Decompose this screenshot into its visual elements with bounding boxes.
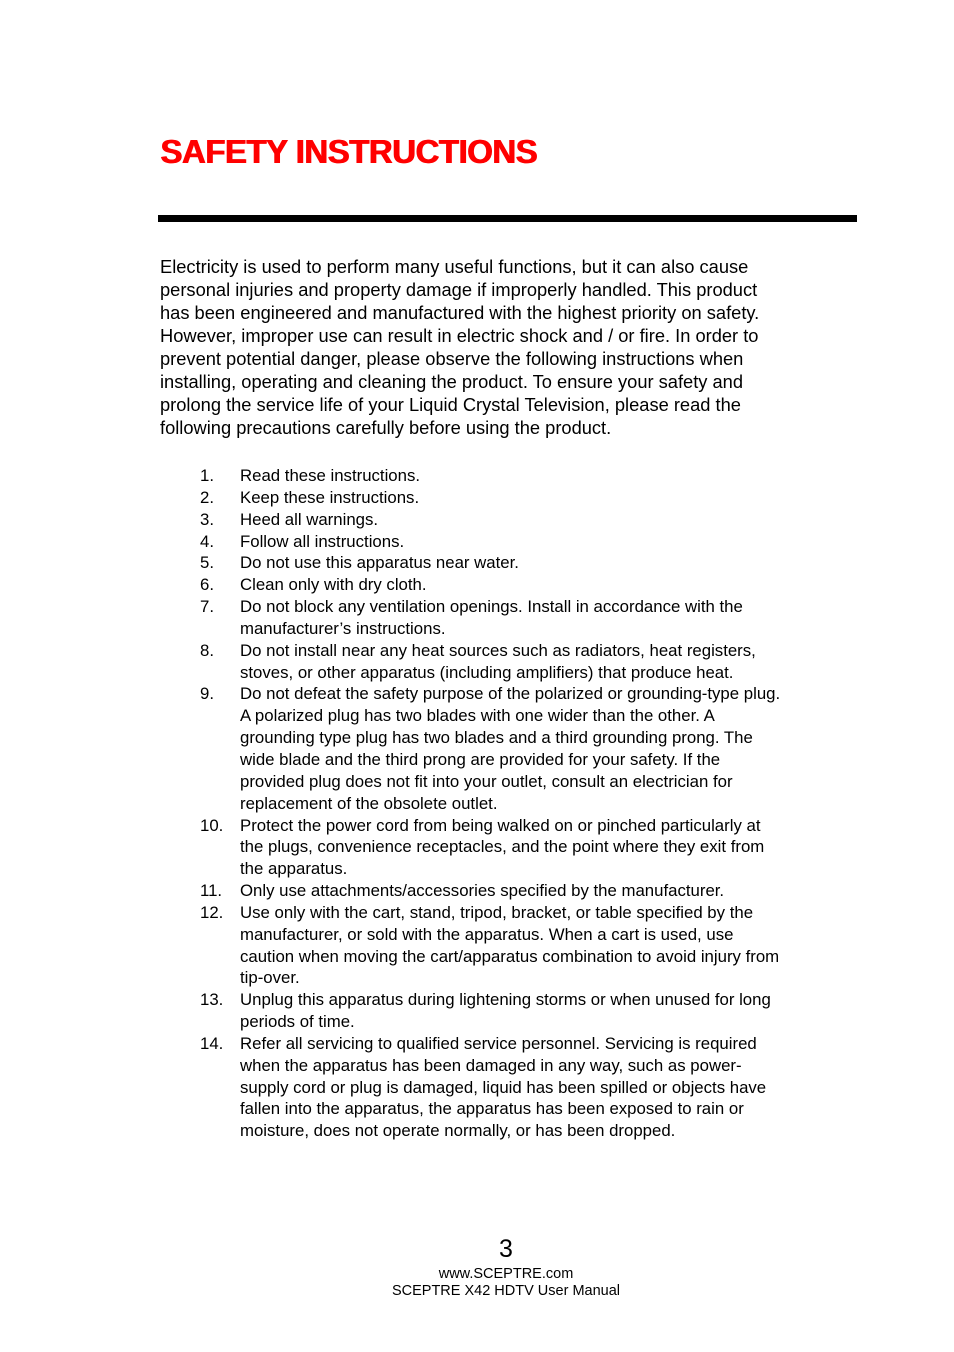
instruction-item [160, 552, 860, 574]
intro-line: However, improper use can result in electric shock and / or fire. In order to [160, 325, 759, 346]
instruction-text-line: fallen into the apparatus, the apparatus has been exposed to rain or [240, 1099, 744, 1119]
page-number: 3 [499, 1235, 513, 1263]
instruction-item [160, 683, 860, 814]
instruction-text-line: tip-over. [240, 968, 300, 988]
instruction-text-line: Unplug this apparatus during lightening storms or when unused for long [240, 990, 771, 1010]
instruction-item [160, 1033, 860, 1142]
footer-manual-title: SCEPTRE X42 HDTV User Manual [391, 1283, 621, 1299]
intro-line: Electricity is used to perform many useful functions, but it can also cause [160, 256, 749, 277]
instruction-text-line: Do not install near any heat sources such as radiators, heat registers, [240, 640, 756, 660]
instruction-text-line: Keep these instructions. [240, 487, 420, 507]
instruction-item [160, 640, 860, 684]
instruction-text-line: grounding type plug has two blades and a third grounding prong. The [240, 728, 753, 748]
instruction-text-line: Heed all warnings. [240, 509, 379, 529]
page-title: SAFETY INSTRUCTIONS [160, 133, 537, 170]
instruction-number: 5. [200, 553, 214, 573]
instruction-text-line: Use only with the cart, stand, tripod, bracket, or table specified by the [240, 902, 754, 922]
instruction-text-line: Follow all instructions. [240, 531, 405, 551]
instruction-number: 4. [200, 531, 214, 551]
instruction-number: 6. [200, 575, 214, 595]
instruction-text-line: replacement of the obsolete outlet. [240, 793, 498, 813]
instruction-number: 2. [200, 487, 214, 507]
instruction-text-line: Clean only with dry cloth. [240, 575, 427, 595]
intro-line: has been engineered and manufactured with the highest priority on safety. [160, 302, 760, 323]
instruction-item [160, 989, 860, 1033]
instruction-item [160, 487, 860, 509]
title-divider [158, 215, 857, 222]
instruction-number: 10. [200, 815, 224, 835]
instruction-text-line: Do not use this apparatus near water. [240, 553, 519, 573]
instruction-text-line: moisture, does not operate normally, or has been dropped. [240, 1121, 676, 1141]
instruction-number: 11. [200, 881, 223, 901]
instruction-text-line: supply cord or plug is damaged, liquid has been spilled or objects have [240, 1077, 767, 1097]
instruction-number: 12. [200, 902, 224, 922]
instruction-item [160, 902, 860, 989]
intro-line: following precautions carefully before using the product. [160, 417, 612, 438]
instruction-text-line: the plugs, convenience receptacles, and the point where they exit from [240, 837, 765, 857]
instruction-item [160, 574, 860, 596]
instruction-number: 1. [200, 466, 214, 485]
instruction-text-line: when the apparatus has been damaged in any way, such as power- [240, 1055, 742, 1075]
instruction-number: 14. [200, 1033, 224, 1053]
instruction-text-line: caution when moving the cart/apparatus combination to avoid injury from [240, 946, 780, 966]
intro-line: prevent potential danger, please observe the following instructions when [160, 348, 744, 369]
instruction-text-line: provided plug does not fit into your outlet, consult an electrician for [240, 771, 733, 791]
instruction-text-line: Only use attachments/accessories specified by the manufacturer. [240, 881, 725, 901]
instruction-item [160, 465, 860, 487]
footer-url: www.SCEPTRE.com [438, 1266, 574, 1282]
instruction-number: 8. [200, 640, 214, 660]
instruction-item [160, 880, 860, 902]
instruction-item [160, 815, 860, 881]
instruction-number: 13. [200, 990, 224, 1010]
intro-paragraph [160, 255, 860, 439]
instruction-text-line: manufacturer’s instructions. [240, 618, 446, 638]
instruction-text-line: A polarized plug has two blades with one wider than the other. A [240, 706, 715, 726]
instruction-text-line: periods of time. [240, 1012, 355, 1032]
instruction-text-line: Refer all servicing to qualified service personnel. Servicing is required [240, 1033, 757, 1053]
intro-line: personal injuries and property damage if improperly handled. This product [160, 279, 758, 300]
intro-line: prolong the service life of your Liquid Crystal Television, please read the [160, 394, 741, 415]
instruction-item [160, 509, 860, 531]
instruction-item [160, 596, 860, 640]
instruction-number: 9. [200, 684, 214, 704]
intro-line: installing, operating and cleaning the product. To ensure your safety and [160, 371, 744, 392]
instruction-text-line: Do not block any ventilation openings. Install in accordance with the [240, 597, 743, 617]
instruction-text-line: Read these instructions. [240, 466, 421, 485]
instruction-number: 3. [200, 509, 214, 529]
instruction-text-line: Protect the power cord from being walked on or pinched particularly at [240, 815, 761, 835]
instruction-list [160, 465, 860, 1142]
instruction-text-line: Do not defeat the safety purpose of the polarized or grounding-type plug. [240, 684, 781, 704]
instruction-text-line: wide blade and the third prong are provided for your safety. If the [240, 749, 721, 769]
instruction-text-line: manufacturer, or sold with the apparatus. When a cart is used, use [240, 924, 734, 944]
instruction-text-line: the apparatus. [240, 859, 348, 879]
instruction-text-line: stoves, or other apparatus (including amplifiers) that produce heat. [240, 662, 734, 682]
instruction-number: 7. [200, 597, 214, 617]
instruction-item [160, 531, 860, 553]
